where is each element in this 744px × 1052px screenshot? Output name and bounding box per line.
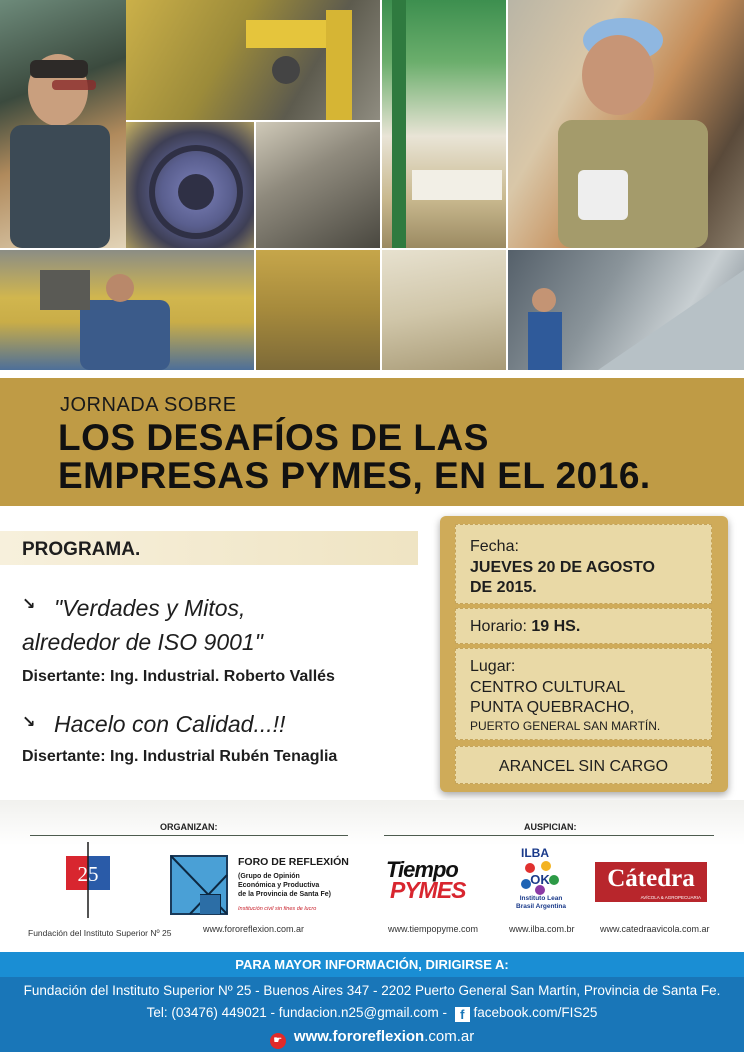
foro-tag: Institución civil sin fines de lucro <box>238 906 317 912</box>
talk-1-speaker: Disertante: Ing. Industrial. Roberto Vallés <box>22 668 335 685</box>
catedra-logo <box>595 862 707 902</box>
place-value-line-3: PUERTO GENERAL SAN MARTÍN. <box>470 719 661 733</box>
talk-1-title-line-1: "Verdades y Mitos, <box>54 595 246 621</box>
foro-desc-line-3: de la Provincia de Santa Fe) <box>238 891 331 898</box>
event-title-line-2: EMPRESAS PYMES, EN EL 2016. <box>58 455 651 496</box>
footer-contact-row <box>0 1005 744 1022</box>
auspician-divider <box>384 835 714 836</box>
footer-contact: Tel: (03476) 449021 - fundacion.n25@gmail.com - <box>146 1005 447 1020</box>
arrow-icon: ↘ <box>22 714 36 731</box>
time-row <box>470 617 580 637</box>
talk-2-title: Hacelo con Calidad...!! <box>54 711 286 737</box>
fundacion-caption: Fundación del Instituto Superior Nº 25 <box>28 928 172 938</box>
date-cell <box>455 524 712 604</box>
footer-facebook[interactable]: facebook.com/FIS25 <box>473 1005 598 1020</box>
footer-heading: PARA MAYOR INFORMACIÓN, DIRIGIRSE A: <box>0 952 744 977</box>
time-value: 19 HS. <box>531 618 581 635</box>
talk-1 <box>22 594 35 614</box>
place-value-line-1: CENTRO CULTURAL <box>470 679 626 696</box>
svg-text:OK: OK <box>530 872 550 887</box>
facebook-icon: f <box>455 1007 470 1022</box>
photo-yellow-machinery <box>126 0 380 120</box>
photo-collage <box>0 0 744 376</box>
catedra-name: Cátedra <box>607 865 695 892</box>
fee-cell <box>455 746 712 784</box>
time-label: Horario: <box>470 618 527 635</box>
arrow-icon: ↘ <box>22 596 36 613</box>
photo-production-line <box>382 0 506 248</box>
ilba-url[interactable]: www.ilba.com.br <box>509 924 575 934</box>
fundacion-logo <box>58 840 118 920</box>
foro-desc-line-2: Económica y Productiva <box>238 882 320 889</box>
place-label: Lugar: <box>470 658 516 675</box>
talk-2 <box>22 712 35 732</box>
place-cell <box>455 648 712 740</box>
ilba-logo-mark <box>516 860 564 896</box>
photo-factory-floor <box>256 250 380 370</box>
fee-text: ARANCEL SIN CARGO <box>498 758 669 775</box>
pointer-hand-icon: ☛ <box>270 1033 286 1049</box>
catedra-url[interactable]: www.catedraavicola.com.ar <box>600 924 710 934</box>
worker-illustration <box>0 0 126 248</box>
foro-desc-line-1: (Grupo de Opinión <box>238 873 300 880</box>
foro-url[interactable]: www.fororeflexion.com.ar <box>203 924 305 934</box>
event-subtitle: JORNADA SOBRE <box>60 394 237 416</box>
tiempo-logo-word-2: PYMES <box>390 877 466 903</box>
photo-operator-control-panel <box>0 250 254 370</box>
tiempo-url[interactable]: www.tiempopyme.com <box>388 924 479 934</box>
foro-desc <box>238 872 331 899</box>
talk-1-title-line-2: alrededor de ISO 9001" <box>22 629 263 655</box>
ilba-name: ILBA <box>521 846 549 860</box>
tiempo-logo-word-1: Tiempo <box>386 857 458 882</box>
footer-website-row <box>0 1028 744 1049</box>
photo-worker-hairnet <box>508 0 744 248</box>
fundacion-logo-text: 25 <box>77 862 99 886</box>
footer-website-main[interactable]: www.fororeflexion <box>293 1028 425 1045</box>
date-value-line-2: DE 2015. <box>470 579 537 596</box>
ilba-caption-line-2: Brasil Argentina <box>516 903 566 910</box>
event-title <box>58 419 651 495</box>
photo-worker-safety-glasses <box>0 0 126 248</box>
photo-engine-parts <box>256 122 380 248</box>
event-title-line-1: LOS DESAFÍOS DE LAS <box>58 417 489 458</box>
footer-website-tld[interactable]: .com.ar <box>424 1028 475 1045</box>
time-cell <box>455 608 712 644</box>
organizan-label: ORGANIZAN: <box>160 822 218 832</box>
photo-gear-motor <box>126 122 254 248</box>
photo-conveyor <box>382 250 506 370</box>
photo-metal-sheet <box>508 250 744 370</box>
ilba-caption <box>510 895 572 911</box>
foro-logo-mark <box>170 855 228 915</box>
talk-2-speaker: Disertante: Ing. Industrial Rubén Tenaglia <box>22 748 338 765</box>
date-value-line-1: JUEVES 20 DE AGOSTO <box>470 559 655 576</box>
foro-name: FORO DE REFLEXIÓN <box>238 856 349 868</box>
catedra-sub: AVÍCOLA & AGROPECUARIA <box>640 895 701 900</box>
program-heading: PROGRAMA. <box>22 539 141 560</box>
auspician-label: AUSPICIAN: <box>524 822 577 832</box>
ilba-caption-line-1: Instituto Lean <box>519 895 563 902</box>
organizan-divider <box>30 835 348 836</box>
date-label: Fecha: <box>470 538 519 555</box>
footer-address: Fundación del Instituto Superior Nº 25 - Buenos Aires 347 - 2202 Puerto General San Martín, Provincia de Santa Fe. <box>23 983 721 998</box>
place-value-line-2: PUNTA QUEBRACHO, <box>470 699 635 716</box>
